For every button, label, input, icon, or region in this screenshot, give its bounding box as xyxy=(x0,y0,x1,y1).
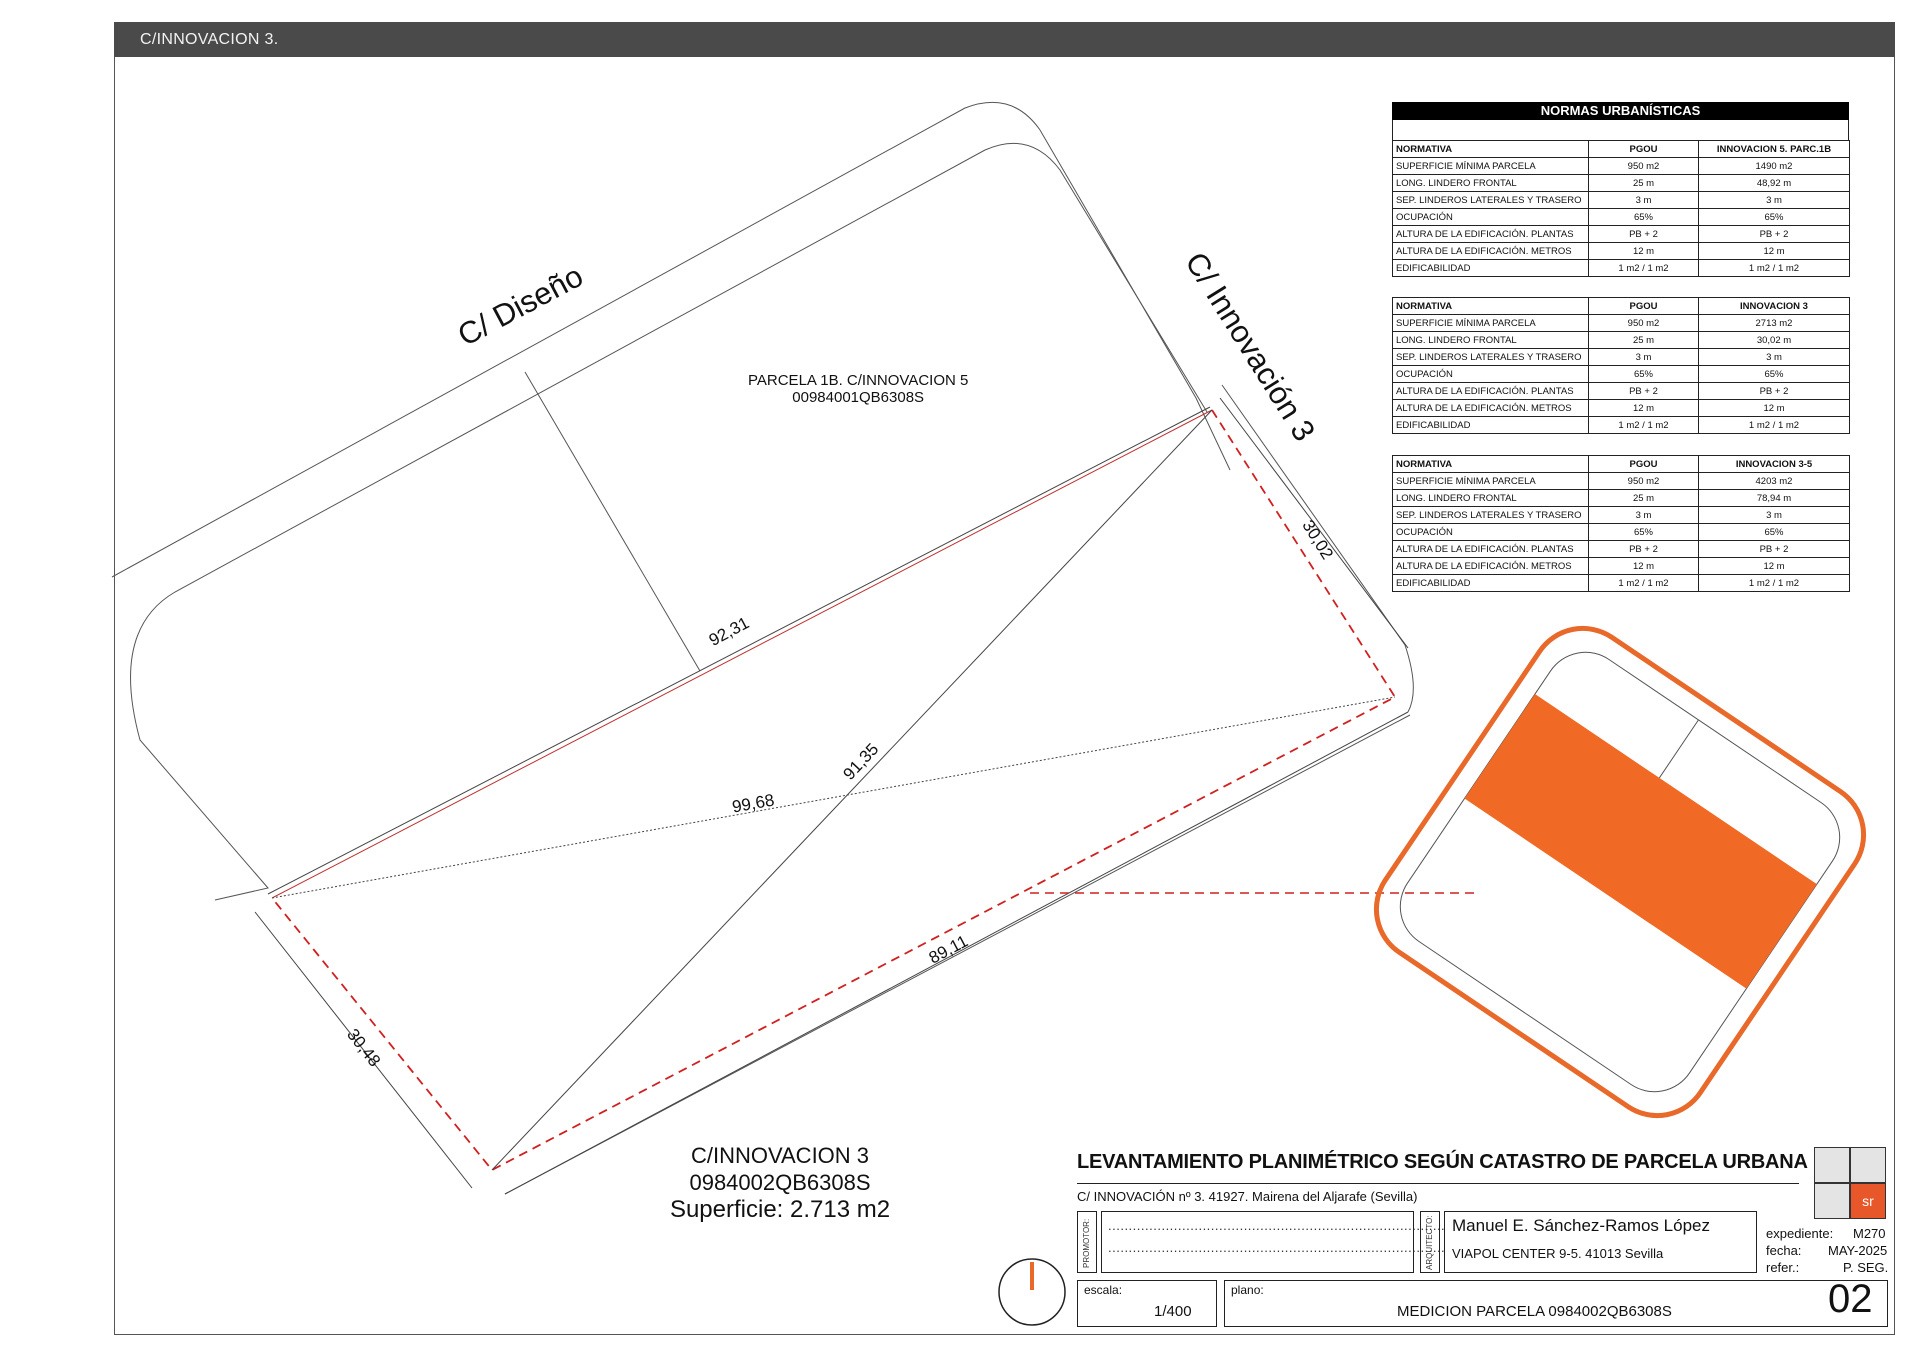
plano-label: plano: xyxy=(1231,1283,1264,1297)
table-cell: NORMATIVA xyxy=(1393,141,1589,158)
expediente-value: M270 xyxy=(1853,1226,1886,1241)
neighbor-division-line xyxy=(525,372,700,671)
table-row xyxy=(1393,366,1850,383)
plano-value: MEDICION PARCELA 0984002QB6308S xyxy=(1397,1303,1672,1320)
table-cell: 1 m2 / 1 m2 xyxy=(1699,575,1850,592)
table-cell: LONG. LINDERO FRONTAL xyxy=(1393,490,1589,507)
table-cell: 1 m2 / 1 m2 xyxy=(1699,417,1850,434)
table-row xyxy=(1393,575,1850,592)
table-cell: 3 m xyxy=(1699,507,1850,524)
dim-label-99-68: 99,68 xyxy=(730,790,776,817)
table-cell: 48,92 m xyxy=(1699,175,1850,192)
table-cell: SEP. LINDEROS LATERALES Y TRASERO xyxy=(1393,507,1589,524)
title-block-address: C/ INNOVACIÓN nº 3. 41927. Mairena del Aljarafe (Sevilla) xyxy=(1077,1189,1418,1204)
main-parcel-ref: 0984002QB6308S xyxy=(689,1170,871,1195)
street-label-innovacion: C/ Innovación 3 xyxy=(1178,246,1323,448)
table-cell: 3 m xyxy=(1699,192,1850,209)
table-row xyxy=(1393,192,1850,209)
table-cell: SUPERFICIE MÍNIMA PARCELA xyxy=(1393,158,1589,175)
fecha-label: fecha: xyxy=(1766,1243,1802,1258)
table-row xyxy=(1393,558,1850,575)
table-cell: OCUPACIÓN xyxy=(1393,209,1589,226)
table-header-row xyxy=(1393,141,1850,158)
table-cell: 4203 m2 xyxy=(1699,473,1850,490)
table-cell: 78,94 m xyxy=(1699,490,1850,507)
table-cell: PB + 2 xyxy=(1699,226,1850,243)
table-row xyxy=(1393,507,1850,524)
table-row xyxy=(1393,349,1850,366)
table-cell: 2713 m2 xyxy=(1699,315,1850,332)
table-cell: LONG. LINDERO FRONTAL xyxy=(1393,175,1589,192)
main-parcel-street: C/INNOVACION 3 xyxy=(690,1143,870,1168)
table-cell: 12 m xyxy=(1699,400,1850,417)
table-row xyxy=(1393,209,1850,226)
block-inner-curb xyxy=(131,143,1207,900)
table-cell: EDIFICABILIDAD xyxy=(1393,417,1589,434)
shared-boundary-red xyxy=(272,410,1212,898)
table-cell: INNOVACION 5. PARC.1B xyxy=(1699,141,1850,158)
neighbor-parcel-ref: 00984001QB6308S xyxy=(792,389,925,406)
key-map-division xyxy=(1659,720,1698,778)
title-block-title: LEVANTAMIENTO PLANIMÉTRICO SEGÚN CATASTRO DE PARCELA URBANA xyxy=(1077,1151,1808,1173)
sheet-header-bar: C/INNOVACION 3. xyxy=(114,22,1895,57)
parcel-boundary-dashed xyxy=(272,410,1395,1170)
refer-value: P. SEG. xyxy=(1843,1260,1889,1275)
table-row xyxy=(1393,490,1850,507)
table-cell: 1 m2 / 1 m2 xyxy=(1589,260,1699,277)
expediente-label: expediente: xyxy=(1766,1226,1834,1241)
arquitecto-label: ARQUITECTO: xyxy=(1425,1215,1434,1270)
table-header-row xyxy=(1393,298,1850,315)
main-parcel-label xyxy=(620,1142,940,1223)
logo-cell xyxy=(1850,1147,1886,1183)
table-cell: PB + 2 xyxy=(1589,226,1699,243)
table-cell: 30,02 m xyxy=(1699,332,1850,349)
table-cell: 25 m xyxy=(1589,332,1699,349)
table-row xyxy=(1393,260,1850,277)
diagonal-91-35 xyxy=(492,410,1212,1170)
norms-title-gap xyxy=(1392,120,1849,140)
logo-cell xyxy=(1814,1147,1850,1183)
promotor-label: PROMOTOR: xyxy=(1082,1218,1091,1268)
table-cell: 12 m xyxy=(1589,558,1699,575)
main-parcel-area: Superficie: 2.713 m2 xyxy=(669,1196,891,1223)
neighbor-parcel-label xyxy=(748,372,968,406)
table-cell: PGOU xyxy=(1589,141,1699,158)
table-cell: ALTURA DE LA EDIFICACIÓN. PLANTAS xyxy=(1393,383,1589,400)
promotor-dots-line-2: .................................................................................. xyxy=(1108,1240,1446,1255)
table-cell: 65% xyxy=(1699,209,1850,226)
dim-label-91-35: 91,35 xyxy=(839,739,883,784)
refer-label: refer.: xyxy=(1766,1260,1800,1275)
table-row xyxy=(1393,175,1850,192)
table-cell: SEP. LINDEROS LATERALES Y TRASERO xyxy=(1393,349,1589,366)
table-cell: LONG. LINDERO FRONTAL xyxy=(1393,332,1589,349)
table-cell: SUPERFICIE MÍNIMA PARCELA xyxy=(1393,473,1589,490)
table-cell: 1 m2 / 1 m2 xyxy=(1589,575,1699,592)
dim-label-30-48: 30,48 xyxy=(343,1025,385,1071)
table-cell: 12 m xyxy=(1589,243,1699,260)
table-cell: 25 m xyxy=(1589,490,1699,507)
table-cell: SEP. LINDEROS LATERALES Y TRASERO xyxy=(1393,192,1589,209)
norms-table-1 xyxy=(1392,140,1850,277)
table-cell: 25 m xyxy=(1589,175,1699,192)
street-label-diseno: C/ Diseño xyxy=(452,258,589,353)
dim-label-89-11: 89,11 xyxy=(925,931,972,968)
table-row xyxy=(1393,473,1850,490)
table-cell: SUPERFICIE MÍNIMA PARCELA xyxy=(1393,315,1589,332)
fecha-value: MAY-2025 xyxy=(1828,1243,1888,1258)
table-cell: 65% xyxy=(1699,366,1850,383)
table-cell: PB + 2 xyxy=(1589,541,1699,558)
escala-label: escala: xyxy=(1084,1283,1123,1297)
table-cell: 3 m xyxy=(1589,192,1699,209)
title-block-rule xyxy=(1077,1183,1799,1184)
table-row xyxy=(1393,541,1850,558)
table-cell: 12 m xyxy=(1589,400,1699,417)
table-row xyxy=(1393,383,1850,400)
table-cell: 65% xyxy=(1589,209,1699,226)
table-cell: ALTURA DE LA EDIFICACIÓN. METROS xyxy=(1393,400,1589,417)
table-cell: OCUPACIÓN xyxy=(1393,366,1589,383)
norms-table-2 xyxy=(1392,297,1850,434)
key-map xyxy=(1356,608,1884,1136)
table-cell: 1 m2 / 1 m2 xyxy=(1589,417,1699,434)
table-row xyxy=(1393,243,1850,260)
table-header-row xyxy=(1393,456,1850,473)
shared-boundary xyxy=(268,407,1210,894)
architect-address: VIAPOL CENTER 9-5. 41013 Sevilla xyxy=(1452,1246,1664,1261)
table-cell: EDIFICABILIDAD xyxy=(1393,575,1589,592)
table-cell: PB + 2 xyxy=(1589,383,1699,400)
dim-label-92-31: 92,31 xyxy=(705,613,753,650)
table-cell: ALTURA DE LA EDIFICACIÓN. PLANTAS xyxy=(1393,541,1589,558)
logo-sr: sr xyxy=(1850,1183,1886,1219)
table-cell: OCUPACIÓN xyxy=(1393,524,1589,541)
table-cell: PGOU xyxy=(1589,456,1699,473)
table-cell: 3 m xyxy=(1589,507,1699,524)
table-cell: 950 m2 xyxy=(1589,473,1699,490)
neighbor-parcel-name: PARCELA 1B. C/INNOVACION 5 xyxy=(748,372,969,389)
table-cell: INNOVACION 3-5 xyxy=(1699,456,1850,473)
table-cell: PB + 2 xyxy=(1699,383,1850,400)
table-cell: 65% xyxy=(1699,524,1850,541)
table-cell: 950 m2 xyxy=(1589,158,1699,175)
table-cell: 65% xyxy=(1589,524,1699,541)
norms-title: NORMAS URBANÍSTICAS xyxy=(1392,102,1849,120)
table-cell: ALTURA DE LA EDIFICACIÓN. PLANTAS xyxy=(1393,226,1589,243)
promotor-dots-line-1: .................................................................................. xyxy=(1108,1218,1446,1233)
architect-name: Manuel E. Sánchez-Ramos López xyxy=(1452,1216,1710,1235)
table-cell: INNOVACION 3 xyxy=(1699,298,1850,315)
table-row xyxy=(1393,332,1850,349)
block-inner-curb-lower xyxy=(505,385,1413,1194)
table-row xyxy=(1393,524,1850,541)
table-cell: 950 m2 xyxy=(1589,315,1699,332)
table-cell: 3 m xyxy=(1699,349,1850,366)
table-cell: 12 m xyxy=(1699,243,1850,260)
table-cell: NORMATIVA xyxy=(1393,298,1589,315)
table-cell: 1490 m2 xyxy=(1699,158,1850,175)
table-cell: 3 m xyxy=(1589,349,1699,366)
table-row xyxy=(1393,417,1850,434)
sheet-number: 02 xyxy=(1828,1277,1873,1321)
table-row xyxy=(1393,315,1850,332)
table-cell: 1 m2 / 1 m2 xyxy=(1699,260,1850,277)
table-row xyxy=(1393,400,1850,417)
norms-table-3 xyxy=(1392,455,1850,592)
diagonal-99-68 xyxy=(272,697,1395,898)
escala-value: 1/400 xyxy=(1154,1303,1192,1320)
logo-cell xyxy=(1814,1183,1850,1219)
table-cell: ALTURA DE LA EDIFICACIÓN. METROS xyxy=(1393,243,1589,260)
table-row xyxy=(1393,158,1850,175)
table-cell: EDIFICABILIDAD xyxy=(1393,260,1589,277)
dim-label-30-02: 30,02 xyxy=(1298,516,1338,563)
table-cell: ALTURA DE LA EDIFICACIÓN. METROS xyxy=(1393,558,1589,575)
table-row xyxy=(1393,226,1850,243)
table-cell: 65% xyxy=(1589,366,1699,383)
table-cell: PGOU xyxy=(1589,298,1699,315)
table-cell: 12 m xyxy=(1699,558,1850,575)
table-cell: NORMATIVA xyxy=(1393,456,1589,473)
table-cell: PB + 2 xyxy=(1699,541,1850,558)
